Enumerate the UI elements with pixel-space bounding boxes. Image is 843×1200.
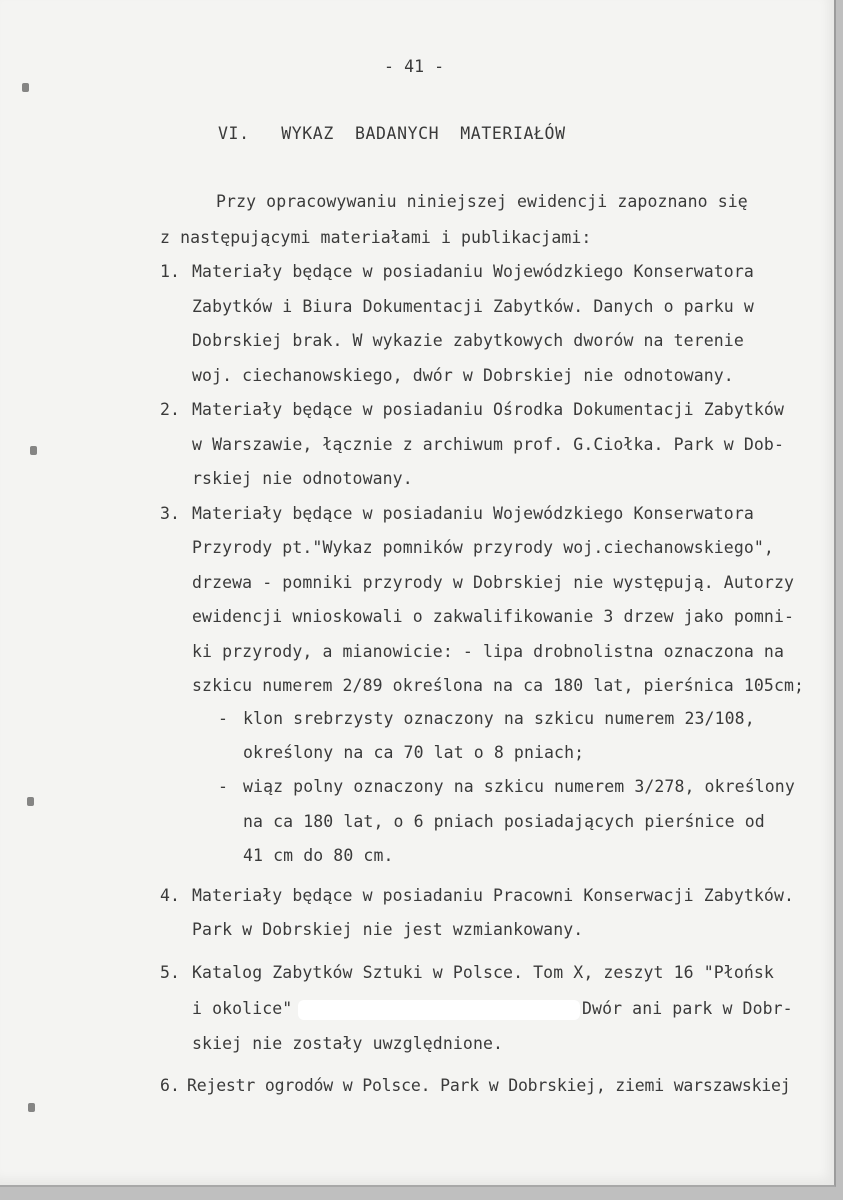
intro-line: Przy opracowywaniu niniejszej ewidencji zapoznano się — [216, 192, 748, 211]
page-number: - 41 - — [384, 57, 445, 76]
subitem-line: 41 cm do 80 cm. — [243, 846, 394, 865]
section-heading: VI. WYKAZ BADANYCH MATERIAŁÓW — [218, 124, 566, 143]
subitem-line: określony na ca 70 lat o 8 pniach; — [243, 743, 585, 762]
item-line: Materiały będące w posiadaniu Wojewódzkiego Konserwatora — [192, 262, 754, 281]
item-number: 2. — [160, 400, 181, 419]
item-number: 5. — [160, 963, 181, 982]
binder-hole-mark — [30, 446, 37, 455]
item-line: Zabytków i Biura Dokumentacji Zabytków. Danych o parku w — [192, 297, 754, 316]
item-line: Dobrskiej brak. W wykazie zabytkowych dworów na terenie — [192, 331, 744, 350]
item-line: Materiały będące w posiadaniu Ośrodka Dokumentacji Zabytków — [192, 400, 784, 419]
item-line: Park w Dobrskiej nie jest wzmiankowany. — [192, 920, 584, 939]
item-line: ki przyrody, a mianowicie: - lipa drobnolistna oznaczona na — [192, 642, 784, 661]
item-line: szkicu numerem 2/89 określona na ca 180 lat, pierśnica 105cm; — [192, 676, 805, 695]
item-line: Dwór ani park w Dobr- — [582, 999, 793, 1018]
item-line: w Warszawie, łącznie z archiwum prof. G.Ciołka. Park w Dob- — [192, 435, 784, 454]
item-line: Katalog Zabytków Sztuki w Polsce. Tom X, zeszyt 16 "Płońsk — [192, 963, 774, 982]
intro-line: z następującymi materiałami i publikacjami: — [160, 228, 592, 247]
binder-hole-mark — [27, 797, 34, 806]
item-line: Materiały będące w posiadaniu Wojewódzkiego Konserwatora — [192, 504, 754, 523]
item-line: i okolice" — [192, 999, 293, 1018]
subitem-dash: - — [218, 709, 229, 728]
item-number: 1. — [160, 262, 181, 281]
subitem-line: klon srebrzysty oznaczony na szkicu numerem 23/108, — [243, 709, 755, 728]
item-line: skiej nie zostały uwzględnione. — [192, 1034, 504, 1053]
subitem-line: wiąz polny oznaczony na szkicu numerem 3/278, określony — [243, 777, 795, 796]
binder-hole-mark — [28, 1103, 35, 1112]
subitem-line: na ca 180 lat, o 6 pniach posiadających pierśnice od — [243, 812, 765, 831]
item-line: Rejestr ogrodów w Polsce. Park w Dobrskiej, ziemi warszawskiej — [187, 1076, 791, 1095]
item-line: woj. ciechanowskiego, dwór w Dobrskiej nie odnotowany. — [192, 366, 734, 385]
item-line: drzewa - pomniki przyrody w Dobrskiej nie występują. Autorzy — [192, 573, 795, 592]
item-line: Przyrody pt."Wykaz pomników przyrody woj.ciechanowskiego", — [192, 538, 774, 557]
binder-hole-mark — [22, 83, 29, 92]
item-line: ewidencji wnioskowali o zakwalifikowanie 3 drzew jako pomni- — [192, 607, 795, 626]
item-number: 4. — [160, 886, 181, 905]
redacted-area — [298, 1000, 580, 1020]
item-number: 3. — [160, 504, 181, 523]
item-line: rskiej nie odnotowany. — [192, 469, 413, 488]
item-number: 6. — [160, 1076, 181, 1095]
subitem-dash: - — [218, 777, 229, 796]
item-line: Materiały będące w posiadaniu Pracowni Konserwacji Zabytków. — [192, 886, 795, 905]
